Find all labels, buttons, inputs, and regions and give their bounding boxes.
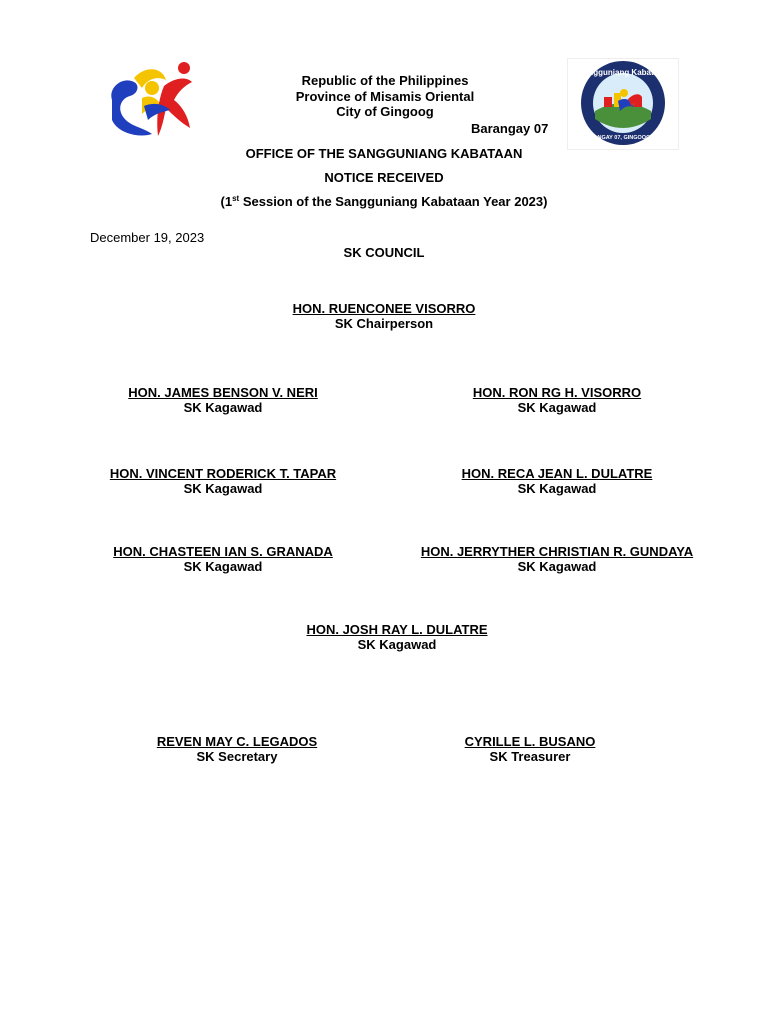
sk-logo-icon	[104, 58, 200, 140]
kagawad-role: SK Kagawad	[183, 559, 263, 574]
kagawad-block	[73, 544, 373, 574]
kagawad-block	[73, 466, 373, 496]
secretary-block	[87, 734, 387, 764]
kagawad-block	[407, 385, 707, 415]
kagawad-name: HON. JERRYTHER CHRISTIAN R. GUNDAYA	[420, 544, 694, 559]
sk-logo	[104, 58, 200, 140]
kagawad-role: SK Kagawad	[517, 559, 597, 574]
treasurer-name: CYRILLE L. BUSANO	[464, 734, 596, 749]
session-line	[0, 194, 768, 210]
kagawad-name: HON. JOSH RAY L. DULATRE	[306, 622, 488, 637]
session-open: (1	[220, 194, 233, 209]
chairperson-block	[234, 301, 534, 331]
kagawad-name: HON. VINCENT RODERICK T. TAPAR	[109, 466, 337, 481]
session-rest: Session of the Sangguniang Kabataan Year 2023)	[239, 194, 548, 209]
treasurer-role: SK Treasurer	[489, 749, 571, 764]
kagawad-name: HON. RON RG H. VISORRO	[472, 385, 642, 400]
chairperson-name: HON. RUENCONEE VISORRO	[292, 301, 476, 316]
kagawad-block	[73, 385, 373, 415]
header-city: City of Gingoog	[336, 104, 434, 119]
kagawad-name: HON. RECA JEAN L. DULATRE	[461, 466, 653, 481]
kagawad-block	[387, 544, 727, 574]
header-barangay: Barangay 07	[471, 121, 549, 136]
kagawad-block	[247, 622, 547, 652]
header-block	[240, 73, 530, 120]
secretary-name: REVEN MAY C. LEGADOS	[156, 734, 318, 749]
header-country: Republic of the Philippines	[301, 73, 469, 88]
kagawad-role: SK Kagawad	[517, 400, 597, 415]
kagawad-name: HON. CHASTEEN IAN S. GRANADA	[113, 544, 333, 559]
chairperson-role: SK Chairperson	[334, 316, 434, 331]
notice-title: NOTICE RECEIVED	[324, 170, 444, 185]
office-title: OFFICE OF THE SANGGUNIANG KABATAAN	[245, 146, 523, 161]
session-sup: st	[232, 194, 240, 203]
kagawad-role: SK Kagawad	[357, 637, 437, 652]
kagawad-name: HON. JAMES BENSON V. NERI	[128, 385, 318, 400]
seal-bottom-text: BARANGAY 07, GINGOOG CITY	[581, 135, 665, 141]
kagawad-role: SK Kagawad	[183, 481, 263, 496]
kagawad-role: SK Kagawad	[183, 400, 263, 415]
sk-seal	[567, 58, 679, 150]
header-province: Province of Misamis Oriental	[295, 88, 475, 104]
sangguniang-kabataan-seal-icon	[568, 59, 678, 149]
secretary-role: SK Secretary	[196, 749, 278, 764]
council-title: SK COUNCIL	[343, 245, 425, 260]
kagawad-role: SK Kagawad	[517, 481, 597, 496]
seal-top-text: Sangguniang Kabataan	[578, 68, 668, 77]
notice-date: December 19, 2023	[90, 230, 205, 245]
treasurer-block	[380, 734, 680, 764]
kagawad-block	[407, 466, 707, 496]
